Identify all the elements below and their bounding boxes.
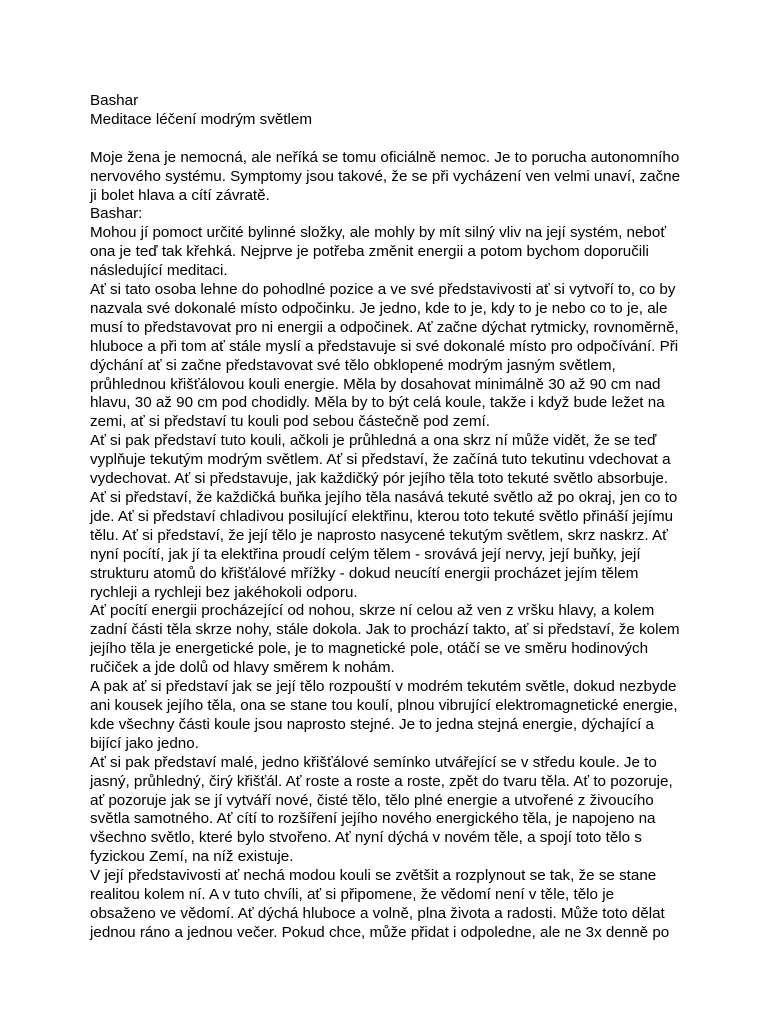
document-title: Meditace léčení modrým světlem xyxy=(90,110,312,128)
text-line: Ať pocítí energii procházející od nohou, skrze ní celou až ven z vršku hlavy, a kolem xyxy=(90,602,655,620)
text-line: Mohou jí pomoct určité bylinné složky, ale mohly by mít silný vliv na její systém, neboť xyxy=(90,224,667,242)
text-line: průhlednou křišťálovou kouli energie. Měla by dosahovat minimálně 30 až 90 cm nad xyxy=(90,375,661,393)
text-line: ani kousek jejího těla, ona se stane tou koulí, plnou vibrující elektromagnetické energie, xyxy=(90,696,678,714)
text-line: ať pozoruje jak se jí vytváří nové, čisté tělo, tělo plné energie a utvořené z živoucího xyxy=(90,791,654,809)
text-line: musí to představovat pro ni energii a odpočinek. Ať začne dýchat rytmicky, rovnoměrně, xyxy=(90,318,679,336)
text-line: kde všechny části koule jsou naprosto stejné. Je to jedna stejná energie, dýchající a xyxy=(90,715,654,733)
text-line: jde. Ať si představí chladivou posilující elektřinu, kterou toto tekuté světlo přináší jejímu xyxy=(90,507,674,525)
text-line: nyní pocítí, jak jí ta elektřina proudí celým tělem - srovává její nervy, její buňky, její xyxy=(90,545,641,563)
text-line: Bashar: xyxy=(90,205,143,223)
text-line: dýchání ať si začne představovat své tělo obklopené modrým jasným světlem, xyxy=(90,356,616,374)
body-text xyxy=(90,149,690,943)
author-heading: Bashar xyxy=(90,92,139,109)
text-line: hlavu, 30 až 90 cm pod chodidly. Měla by to být celá koule, takže i když bude ležet na xyxy=(90,394,665,412)
text-line: jejího těla je energetické pole, je to magnetické pole, otáčí se ve směru hodinových xyxy=(90,640,649,658)
text-line: bijící jako jedno. xyxy=(90,734,199,752)
text-line: všechno světlo, které bylo stvořeno. Ať nyní dýchá v novém těle, a spojí toto tělo s xyxy=(90,829,642,847)
text-line: ručiček a jde dolů od hlavy směrem k nohám. xyxy=(90,659,395,677)
text-line: Moje žena je nemocná, ale neříká se tomu oficiálně nemoc. Je to porucha autonomního xyxy=(90,148,680,166)
text-line: nazvala své dokonalé místo odpočinku. Je jedno, kde to je, kdy to je nebo co to je, ale xyxy=(90,299,668,317)
text-line: zadní části těla skrze nohy, stále dokola. Jak to prochází takto, ať si představí, že kolem xyxy=(90,621,680,639)
text-line: fyzickou Zemí, na níž existuje. xyxy=(90,848,294,866)
text-line: ona je teď tak křehká. Nejprve je potřeba změnit energii a potom bychom doporučili xyxy=(90,243,649,261)
text-line: ji bolet hlava a cítí závratě. xyxy=(90,186,270,204)
text-line: Ať si pak představí malé, jedno křišťálové semínko utvářející se v středu koule. Je to xyxy=(90,753,657,771)
text-line: A pak ať si představí jak se její tělo rozpouští v modrém tekutém světle, dokud nezbyde xyxy=(90,678,677,696)
text-line: Ať si pak představí tuto kouli, ačkoli je průhledná a ona skrz ní může vidět, že se teď xyxy=(90,432,657,450)
text-line: vydechovat. Ať si představuje, jak každičký pór jejího těla toto tekuté světlo absorbuje. xyxy=(90,470,669,488)
text-line: nervového systému. Symptomy jsou takové, že se při vycházení ven velmi unaví, začne xyxy=(90,167,681,185)
text-line: rychleji a rychleji bez jakéhokoli odporu. xyxy=(90,583,358,601)
text-line: světla samotného. Ať cítí to rozšíření jejího nového energického těla, je napojeno na xyxy=(90,810,656,828)
document-page xyxy=(90,92,690,943)
text-line: následující meditaci. xyxy=(90,262,228,280)
text-line: hluboce a při tom ať stále myslí a představuje si své dokonalé místo pro odpočívání. Při xyxy=(90,337,679,355)
text-line: tělu. Ať si představí, že její tělo je naprosto nasycené tekutým světlem, skrz naskrz. Ať xyxy=(90,526,668,544)
text-line: zemi, ať si představí tu kouli pod sebou částečně pod zemí. xyxy=(90,413,490,431)
text-line: vyplňuje tekutým modrým světlem. Ať si představí, že začíná tuto tekutinu vdechovat a xyxy=(90,451,671,469)
text-line: Ať si tato osoba lehne do pohodlné pozice a ve své představivosti ať si vytvoří to, co by xyxy=(90,281,676,299)
blank-line xyxy=(90,130,690,149)
text-line: obsaženo ve vědomí. Ať dýchá hluboce a volně, plna života a radosti. Může toto dělat xyxy=(90,904,665,922)
text-line: Ať si představí, že každičká buňka jejího těla nasává tekuté světlo až po okraj, jen co to xyxy=(90,489,678,507)
text-line: realitou kolem ní. A v tuto chvíli, ať si připomene, že vědomí není v těle, tělo je xyxy=(90,886,615,904)
text-line: strukturu atomů do křišťálové mřížky - dokud neucítí energii procházet jejím tělem xyxy=(90,564,639,582)
text-line: jasný, průhledný, čirý křišťál. Ať roste a roste a roste, zpět do tvaru těla. Ať to pozoruje, xyxy=(90,772,673,790)
text-line: jednou ráno a jednou večer. Pokud chce, může přidat i odpoledne, ale ne 3x denně po xyxy=(90,923,670,941)
text-line: V její představivosti ať nechá modou kouli se zvětšit a rozplynout se tak, že se stane xyxy=(90,867,657,885)
